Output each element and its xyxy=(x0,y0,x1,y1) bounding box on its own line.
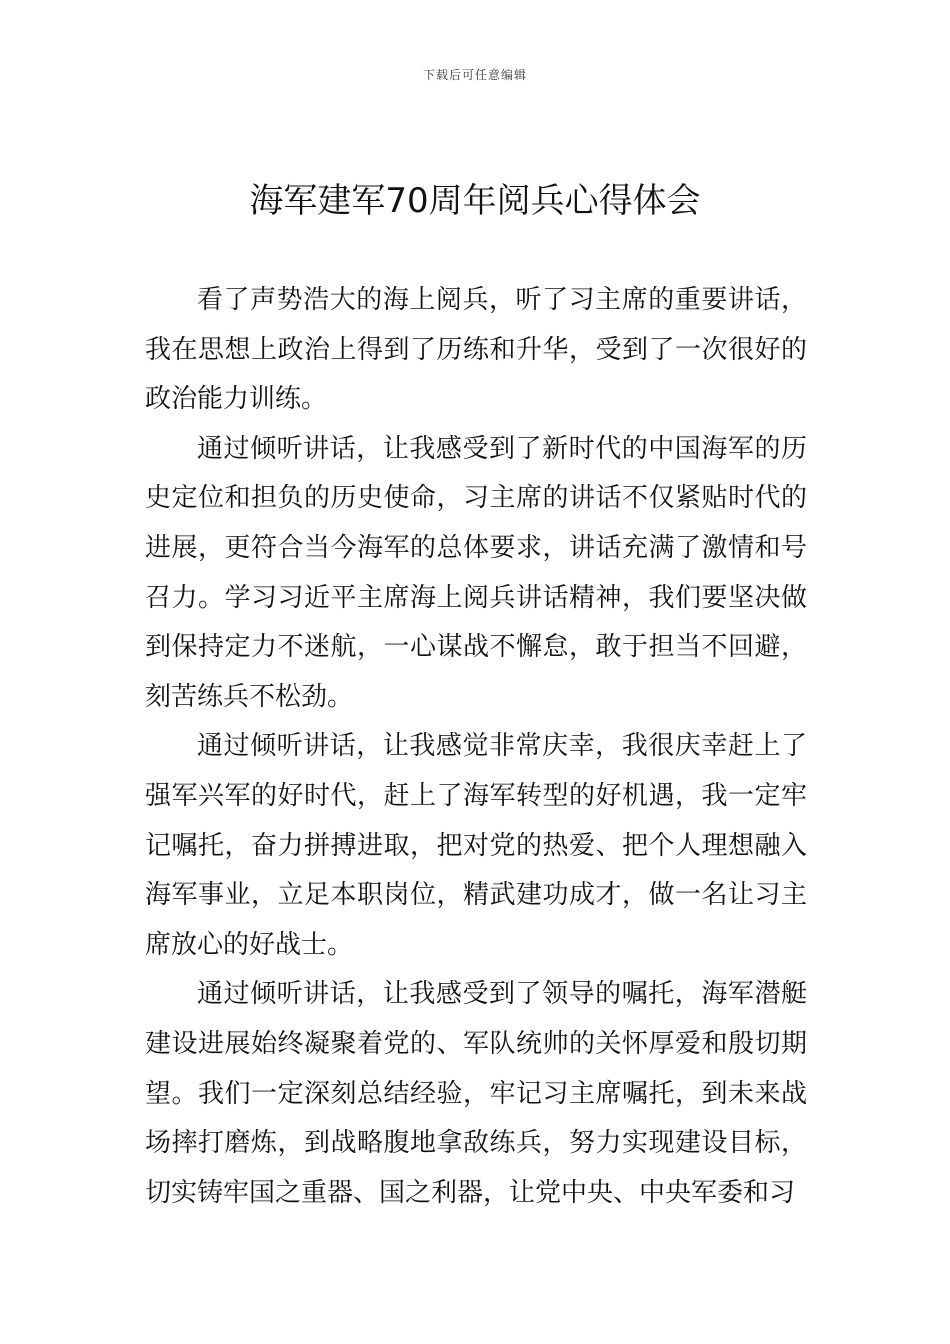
paragraph-4: 通过倾听讲话，让我感受到了领导的嘱托，海军潜艇建设进展始终凝聚着党的、军队统帅的关怀厚爱和殷切期望。我们一定深刻总结经验，牢记习主席嘱托，到未来战场摔打磨炼，到战略腹地拿敌练兵，努力实现建设目标，切实铸牢国之重器、国之利器，让党中央、中央军委和习 xyxy=(145,979,807,1208)
document-title: 海军建军70周年阅兵心得体会 xyxy=(249,181,701,221)
document-body xyxy=(145,276,807,1218)
paragraph-1: 看了声势浩大的海上阅兵，听了习主席的重要讲话，我在思想上政治上得到了历练和升华，受到了一次很好的政治能力训练。 xyxy=(145,285,807,415)
header-note: 下载后可任意编辑 xyxy=(422,68,527,82)
paragraph-3: 通过倾听讲话，让我感觉非常庆幸，我很庆幸赶上了强军兴军的好时代，赶上了海军转型的好机遇，我一定牢记嘱托，奋力拼搏进取，把对党的热爱、把个人理想融入海军事业，立足本职岗位，精武建功成才，做一名让习主席放心的好战士。 xyxy=(145,731,807,960)
paragraph-2: 通过倾听讲话，让我感受到了新时代的中国海军的历史定位和担负的历史使命，习主席的讲话不仅紧贴时代的进展，更符合当今海军的总体要求，讲话充满了激情和号召力。学习习近平主席海上阅兵讲话精神，我们要坚决做到保持定力不迷航，一心谋战不懈怠，敢于担当不回避，刻苦练兵不松劲。 xyxy=(145,433,807,712)
